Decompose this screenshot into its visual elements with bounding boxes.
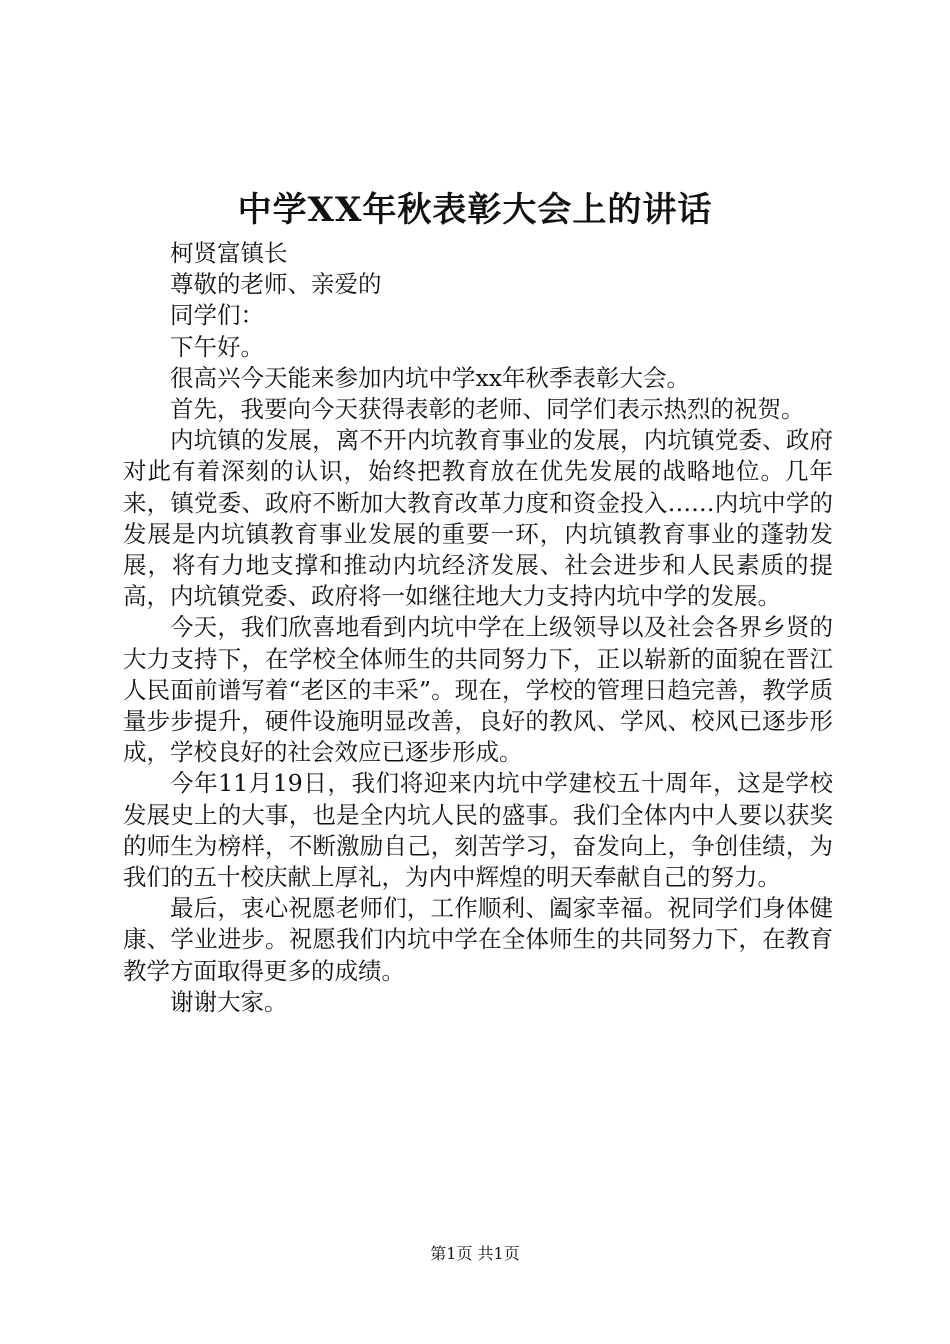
- body-paragraph: 内坑镇的发展，离不开内坑教育事业的发展，内坑镇党委、政府对此有着深刻的认识，始终把教育放在优先发展的战略地位。几年来，镇党委、政府不断加大教育改革力度和资金投入……内坑中学的发展是内坑镇教育事业发展的重要一环，内坑镇教育事业的蓬勃发展，将有力地支撑和推动内坑经济发展、社会进步和人民素质的提高，内坑镇党委、政府将一如继往地大力支持内坑中学的发展。: [123, 426, 833, 611]
- page-number-footer: 第1页 共1页: [430, 1244, 520, 1263]
- salutation-line: 尊敬的老师、亲爱的: [170, 270, 382, 299]
- closing-line: 谢谢大家。: [170, 987, 288, 1016]
- greeting-line: 下午好。: [170, 332, 264, 361]
- body-paragraph: 最后，衷心祝愿老师们，工作顺利、阖家幸福。祝同学们身体健康、学业进步。祝愿我们内坑中学在全体师生的共同努力下，在教育教学方面取得更多的成绩。: [123, 894, 833, 985]
- body-paragraph: 很高兴今天能来参加内坑中学xx年秋季表彰大会。: [170, 363, 691, 392]
- document-title: 中学XX年秋表彰大会上的讲话: [237, 190, 713, 230]
- body-paragraph: 今年11月19日，我们将迎来内坑中学建校五十周年，这是学校发展史上的大事，也是全内坑人民的盛事。我们全体内中人要以获奖的师生为榜样，不断激励自己，刻苦学习，奋发向上，争创佳绩，为我们的五十校庆献上厚礼，为内中辉煌的明天奉献自己的努力。: [123, 769, 833, 892]
- body-paragraph: 首先，我要向今天获得表彰的老师、同学们表示热烈的祝贺。: [170, 395, 805, 424]
- document-body: [123, 238, 833, 1018]
- salutation-line: 同学们：: [170, 301, 264, 330]
- salutation-line: 柯贤富镇长: [170, 239, 288, 267]
- body-paragraph: 今天，我们欣喜地看到内坑中学在上级领导以及社会各界乡贤的大力支持下，在学校全体师生的共同努力下，正以崭新的面貌在晋江人民面前谱写着“老区的丰采”。现在，学校的管理日趋完善，教学质量步步提升，硬件设施明显改善，良好的教风、学风、校风已逐步形成，学校良好的社会效应已逐步形成。: [123, 613, 833, 767]
